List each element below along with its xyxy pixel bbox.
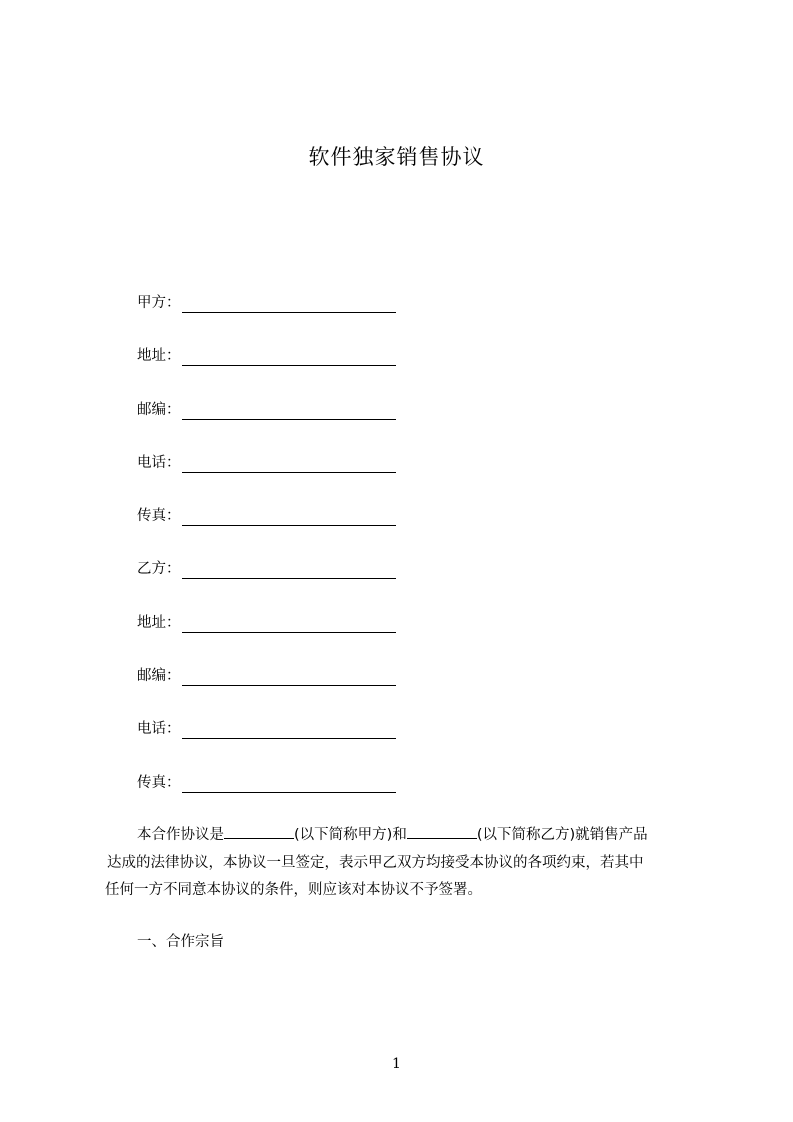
party-a-fax-blank — [182, 507, 396, 526]
party-info-fields — [137, 290, 457, 793]
field-label: 邮编： — [137, 668, 181, 685]
party-a-address-blank — [182, 347, 396, 366]
field-row-party-a-postcode — [137, 366, 457, 419]
intro-line-2: 达成的法律协议，本协议一旦签定，表示甲乙双方均接受本协议的各项约束，若其中 — [107, 854, 644, 871]
intro-line-1 — [105, 822, 705, 850]
field-label: 电话： — [137, 721, 181, 738]
party-a-inline-blank — [224, 822, 294, 839]
party-a-postcode-blank — [182, 401, 396, 420]
party-b-fax-blank — [182, 774, 396, 793]
field-row-party-b-fax — [137, 739, 457, 792]
field-row-party-b — [137, 526, 457, 579]
field-row-party-a — [137, 290, 457, 313]
field-label: 乙方： — [137, 561, 181, 578]
section-heading: 一、合作宗旨 — [137, 934, 224, 950]
field-label: 传真： — [137, 774, 181, 791]
party-b-address-blank — [182, 614, 396, 633]
party-b-postcode-blank — [182, 667, 396, 686]
field-label: 地址： — [137, 614, 181, 631]
party-b-phone-blank — [182, 720, 396, 739]
intro-text: (以下简称乙方)就销售产品 — [476, 827, 648, 843]
field-label: 电话： — [137, 454, 181, 471]
field-row-party-b-phone — [137, 686, 457, 739]
field-row-party-b-postcode — [137, 633, 457, 686]
page-number: 1 — [392, 1056, 401, 1072]
intro-text: (以下简称甲方)和 — [294, 827, 407, 843]
intro-paragraph — [105, 822, 705, 905]
party-a-name-blank — [182, 294, 396, 313]
party-b-name-blank — [182, 560, 396, 579]
field-row-party-b-address — [137, 579, 457, 632]
party-a-phone-blank — [182, 454, 396, 473]
field-label: 邮编： — [137, 401, 181, 418]
party-b-inline-blank — [407, 822, 477, 839]
field-row-party-a-fax — [137, 473, 457, 526]
field-label: 传真： — [137, 508, 181, 525]
field-row-party-a-address — [137, 313, 457, 366]
field-label: 甲方： — [137, 295, 181, 311]
document-title: 软件独家销售协议 — [308, 145, 485, 169]
intro-text: 本合作协议是 — [137, 827, 224, 843]
field-row-party-a-phone — [137, 420, 457, 473]
intro-line-3: 任何一方不同意本协议的条件，则应该对本协议不予签署。 — [105, 882, 482, 898]
field-label: 地址： — [137, 348, 181, 365]
